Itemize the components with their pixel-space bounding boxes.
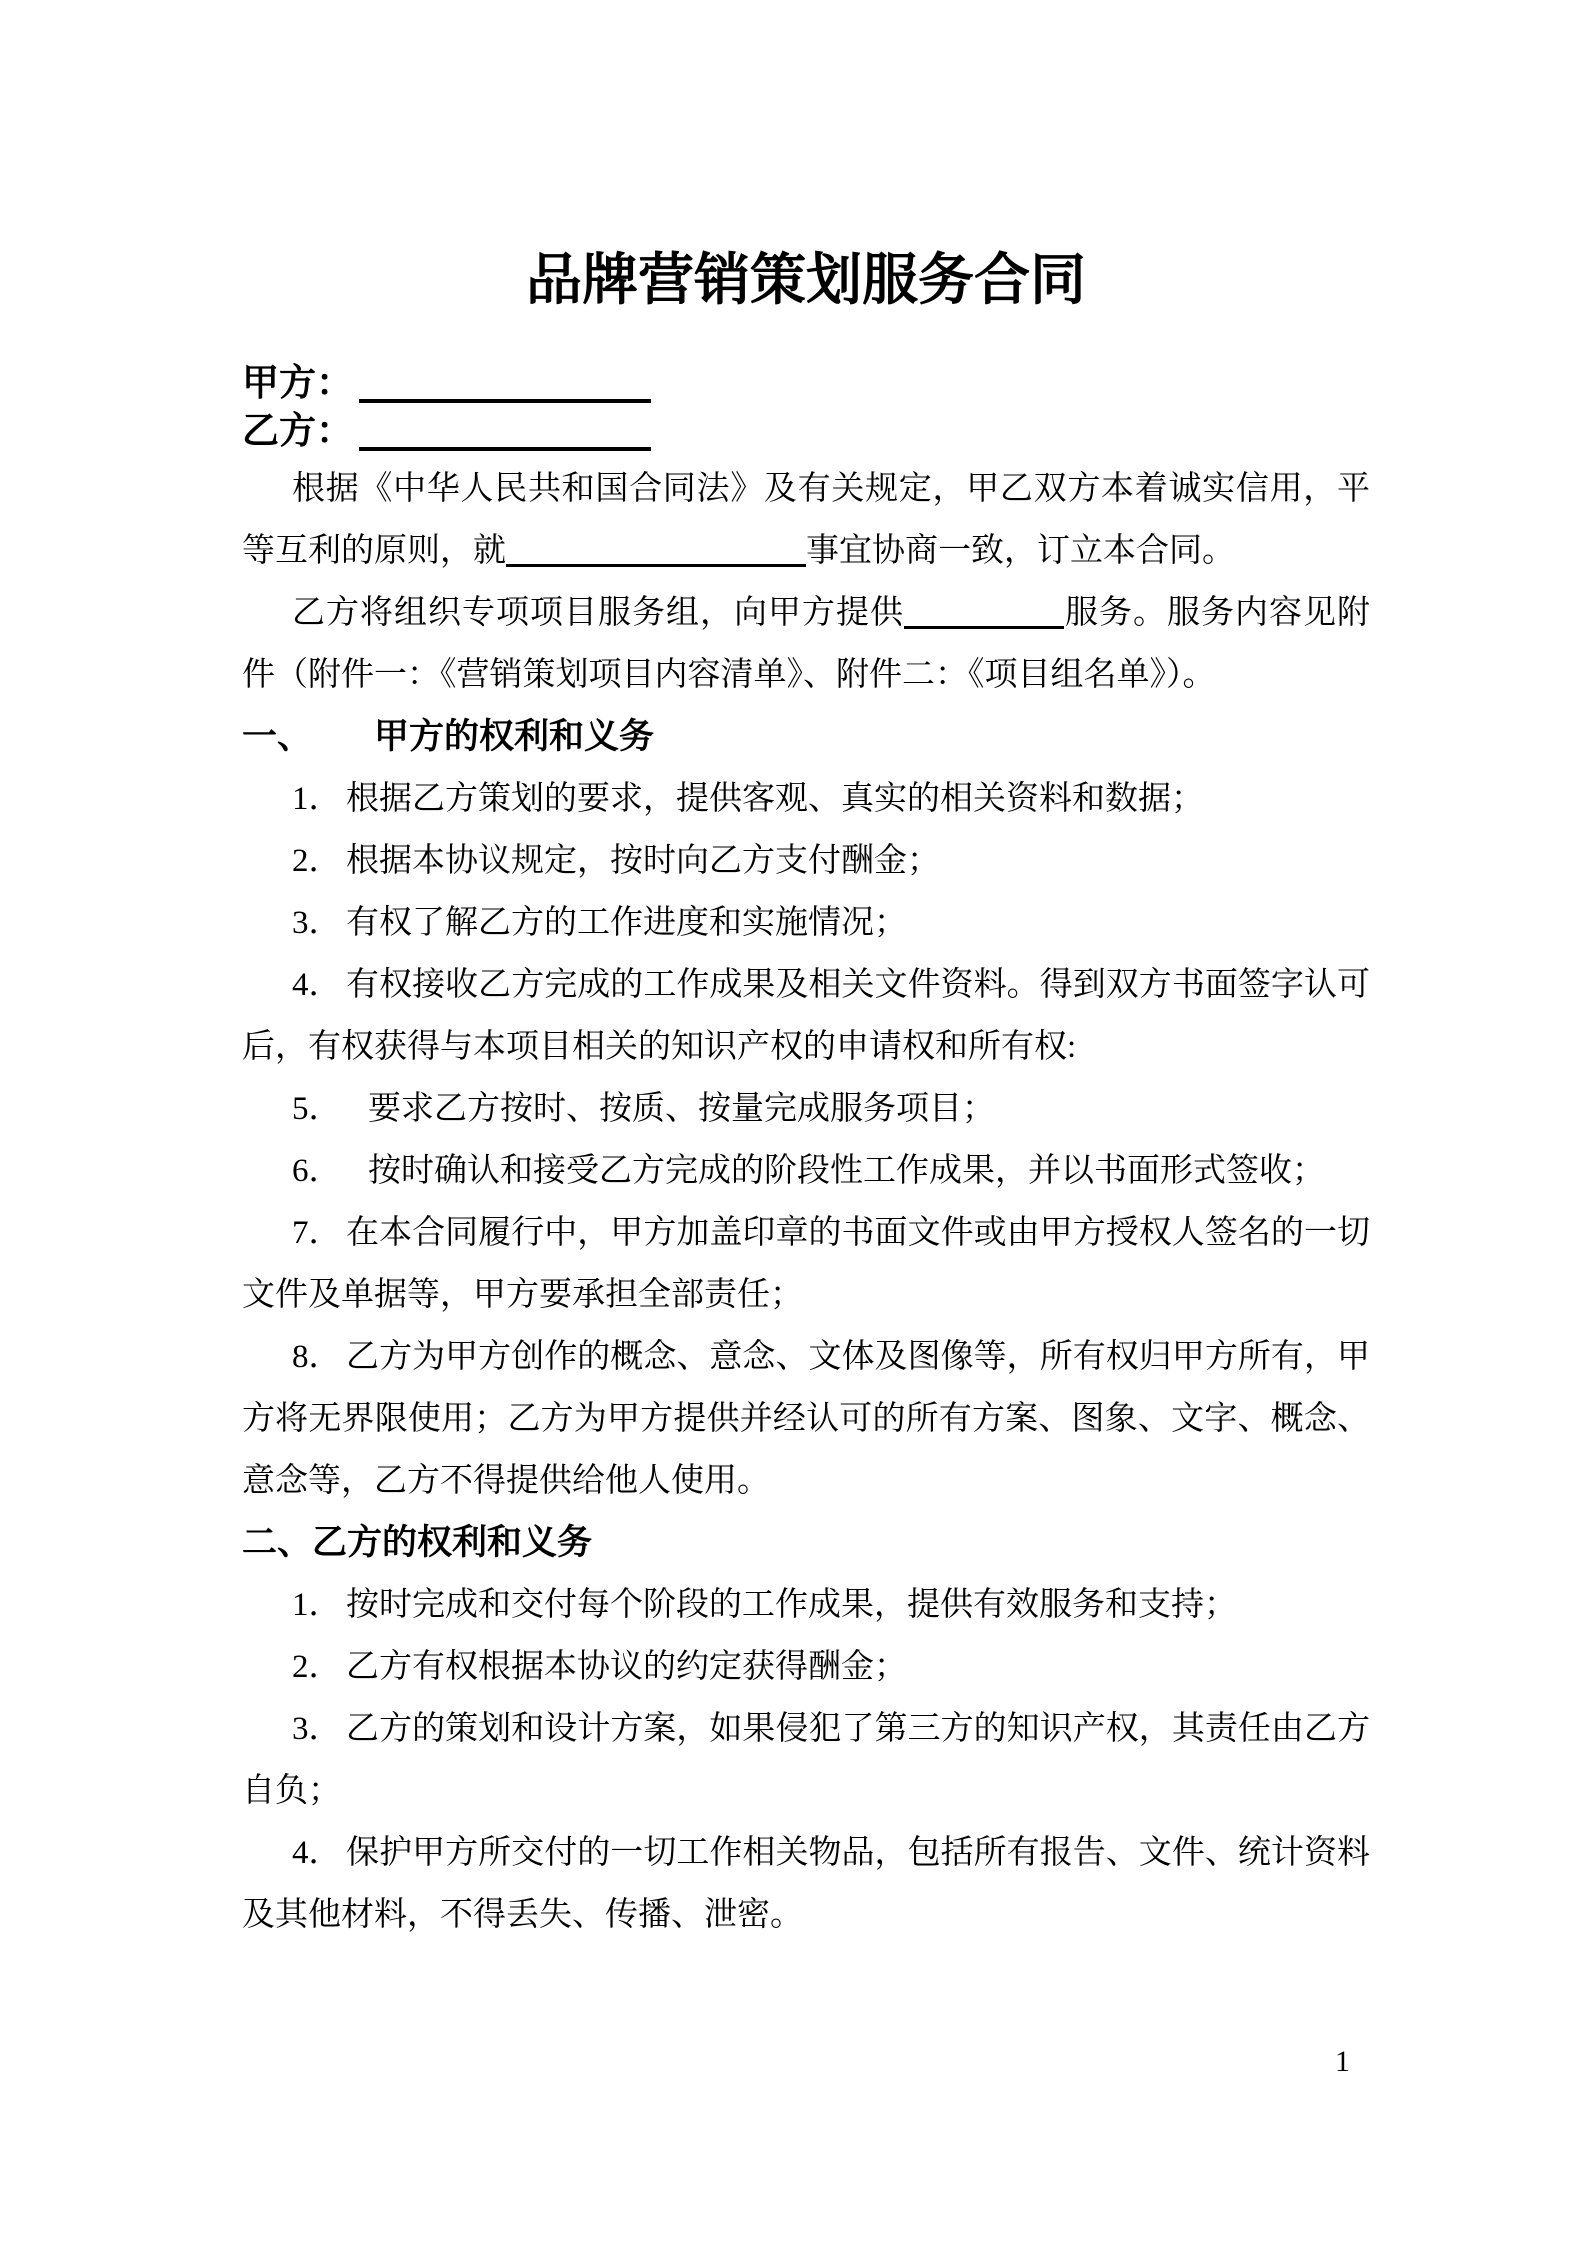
section-1-item-4: [242, 954, 1370, 1078]
item-text: 乙方为甲方创作的概念、意念、文体及图像等，所有权归甲方所有，甲方将无界限使用；乙方为甲方提供并经认可的所有方案、图象、文字、概念、意念等，乙方不得提供给他人使用。: [242, 1339, 1370, 1499]
item-number: 8．: [292, 1339, 342, 1375]
section-1-item-2: [242, 830, 1370, 892]
item-text: 按时完成和交付每个阶段的工作成果，提供有效服务和支持；: [346, 1587, 1237, 1623]
section-2-item-1: [242, 1574, 1370, 1636]
section-2-heading-text: 乙方的权利和义务: [312, 1523, 593, 1562]
section-2-number: 二、: [242, 1523, 313, 1562]
item-number: 6．: [292, 1153, 342, 1189]
intro-p2-fill-in-blank: [904, 626, 1064, 629]
item-text: 按时确认和接受乙方完成的阶段性工作成果，并以书面形式签收；: [368, 1153, 1325, 1189]
document-content: [242, 0, 1370, 1946]
item-number: 2．: [292, 843, 342, 879]
item-number: 4．: [292, 967, 342, 1003]
section-2-item-2: [242, 1636, 1370, 1698]
section-2-heading: [242, 1512, 1370, 1574]
page-number: 1: [1335, 2045, 1350, 2078]
item-text: 有权接收乙方完成的工作成果及相关文件资料。得到双方书面签字认可后，有权获得与本项目相关的知识产权的申请权和所有权:: [242, 967, 1370, 1065]
parties-block: [242, 360, 1370, 456]
intro-p1-text-before: 根据《中华人民共和国合同法》及有关规定，甲乙双方本着诚实信用，平等互利的原则，就: [242, 471, 1370, 569]
party-a-fill-in-blank: [359, 399, 651, 403]
party-a-label: 甲方：: [242, 363, 353, 404]
section-2-item-4: [242, 1822, 1370, 1946]
item-text: 有权了解乙方的工作进度和实施情况；: [346, 905, 907, 941]
section-1-item-6: [242, 1140, 1370, 1202]
section-2-item-3: [242, 1698, 1370, 1822]
intro-p1-text-after: 事宜协商一致，订立本合同。: [806, 533, 1235, 569]
section-1-item-7: [242, 1202, 1370, 1326]
section-1-item-1: [242, 768, 1370, 830]
document-title: 品牌营销策划服务合同: [526, 250, 1086, 312]
section-1-heading: [242, 706, 1370, 768]
party-a-line: [242, 360, 1370, 408]
item-number: 1．: [292, 1587, 342, 1623]
section-1-heading-text: 甲方的权利和义务: [374, 717, 655, 756]
intro-p2-text-before: 乙方将组织专项项目服务组，向甲方提供: [292, 595, 904, 631]
item-number: 1．: [292, 781, 342, 817]
intro-paragraph-2: [242, 582, 1370, 706]
intro-p1-fill-in-blank: [506, 564, 806, 567]
party-b-label: 乙方：: [242, 411, 353, 452]
item-text: 根据乙方策划的要求，提供客观、真实的相关资料和数据；: [346, 781, 1204, 817]
item-text: 乙方的策划和设计方案，如果侵犯了第三方的知识产权，其责任由乙方自负；: [242, 1711, 1370, 1809]
item-number: 3．: [292, 905, 342, 941]
item-text: 要求乙方按时、按质、按量完成服务项目；: [368, 1091, 995, 1127]
item-text: 乙方有权根据本协议的约定获得酬金；: [346, 1649, 907, 1685]
item-text: 根据本协议规定，按时向乙方支付酬金；: [346, 843, 940, 879]
section-1-item-5: [242, 1078, 1370, 1140]
item-number: 2．: [292, 1649, 342, 1685]
item-number: 3．: [292, 1711, 342, 1747]
intro-paragraph-1: [242, 458, 1370, 582]
item-number: 7．: [292, 1215, 342, 1251]
party-b-fill-in-blank: [359, 447, 651, 451]
party-b-line: [242, 408, 1370, 456]
item-number: 5．: [292, 1091, 342, 1127]
section-1-item-8: [242, 1326, 1370, 1512]
intro-p2-text-after: 服务。服务内容见附件（附件一：《营销策划项目内容清单》、附件二：《项目组名单》）。: [242, 595, 1370, 693]
item-text: 在本合同履行中，甲方加盖印章的书面文件或由甲方授权人签名的一切文件及单据等，甲方要承担全部责任；: [242, 1215, 1370, 1313]
item-number: 4．: [292, 1835, 342, 1871]
item-text: 保护甲方所交付的一切工作相关物品，包括所有报告、文件、统计资料及其他材料，不得丢失、传播、泄密。: [242, 1835, 1370, 1933]
section-1-number: 一、: [242, 717, 313, 756]
section-1-item-3: [242, 892, 1370, 954]
